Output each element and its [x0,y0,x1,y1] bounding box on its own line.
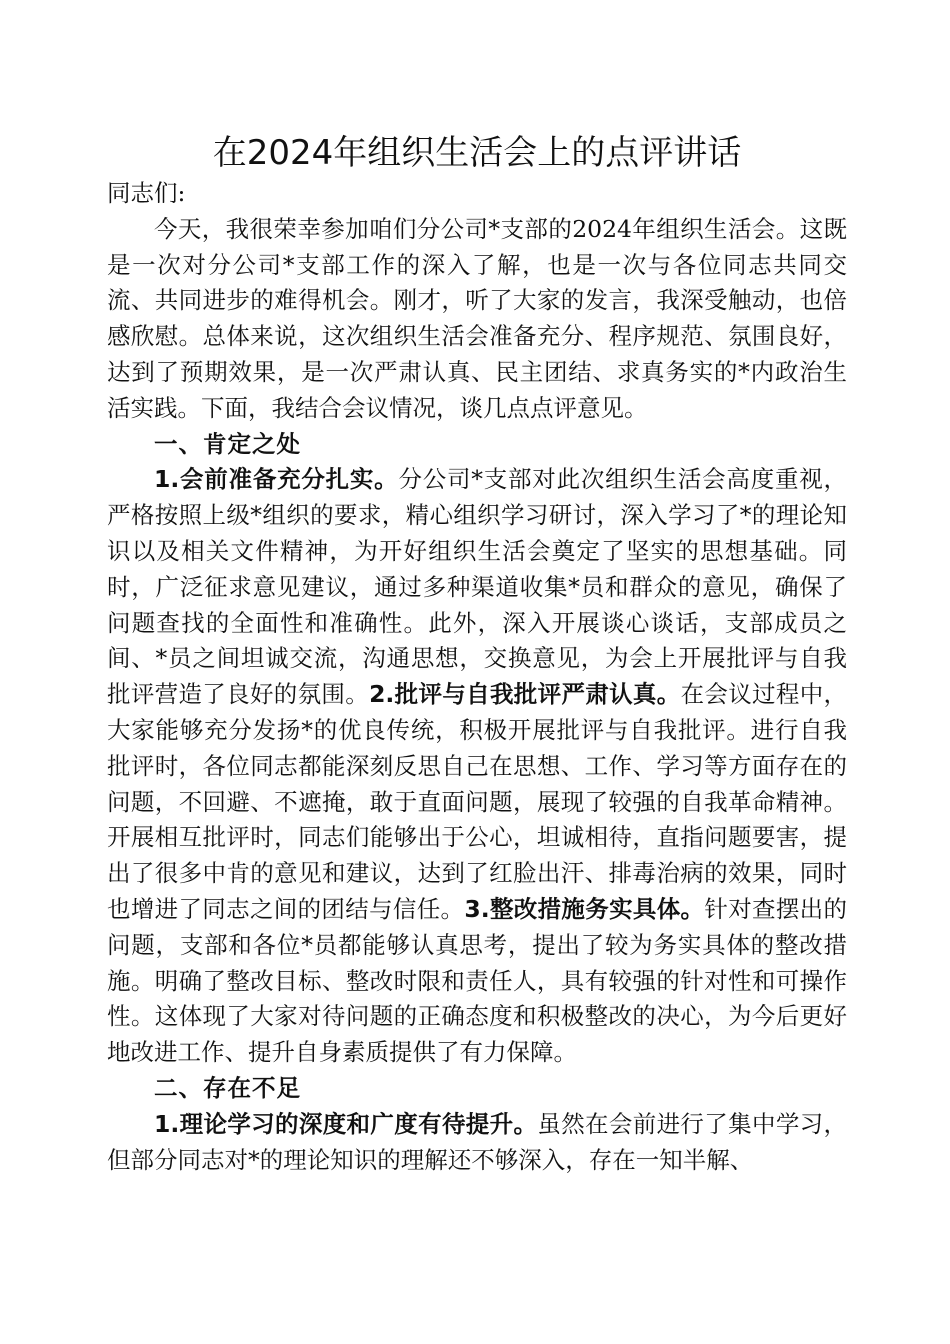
point-title-preparation: 1.会前准备充分扎实。 [154,465,399,494]
affirmations-paragraph [107,462,847,1071]
document-title: 在2024年组织生活会上的点评讲话 [212,133,742,173]
point-title-rectification: 3.整改措施务实具体。 [464,894,705,923]
point-title-criticism: 2.批评与自我批评严肃认真。 [369,680,681,709]
intro-paragraph: 今天，我很荣幸参加咱们分公司*支部的2024年组织生活会。这既是一次对分公司*支部工作的深入了解，也是一次与各位同志共同交流、共同进步的难得机会。刚才，听了大家的发言，我深受触动，也倍感欣慰。总体来说，这次组织生活会准备充分、程序规范、氛围良好，达到了预期效果，是一次严肃认真、民主团结、求真务实的*内政治生活实践。下面，我结合会议情况，谈几点点评意见。 [107,214,847,422]
shortcomings-paragraph [107,1107,847,1179]
point-title-theory-study: 1.理论学习的深度和广度有待提升。 [154,1109,538,1138]
point-text-rectification: 针对查摆出的问题，支部和各位*员都能够认真思考，提出了较为务实具体的整改措施。明确了整改目标、整改时限和责任人，具有较强的针对性和可操作性。这体现了大家对待问题的正确态度和积极整改的决心，为今后更好地改进工作、提升自身素质提供了有力保障。 [107,894,848,1067]
section-heading-affirmations: 一、肯定之处 [154,429,301,458]
point-text-theory-study: 虽然在会前进行了集中学习，但部分同志对*的理论知识的理解还不够深入，存在一知半解、 [107,1109,848,1174]
salutation: 同志们: [107,179,186,207]
document-body [107,176,847,1178]
section-heading-shortcomings: 二、存在不足 [154,1073,301,1102]
document-page [107,0,847,1344]
point-text-criticism: 在会议过程中，大家能够充分发扬*的优良传统，积极开展批评与自我批评。进行自我批评时，各位同志都能深刻反思自己在思想、工作、学习等方面存在的问题，不回避、不遮掩，敢于直面问题，展现了较强的自我革命精神。开展相互批评时，同志们能够出于公心，坦诚相待，直指问题要害，提出了很多中肯的意见和建议，达到了红脸出汗、排毒治病的效果，同时也增进了同志之间的团结与信任。 [107,680,848,923]
point-text-preparation: 分公司*支部对此次组织生活会高度重视，严格按照上级*组织的要求，精心组织学习研讨，深入学习了*的理论知识以及相关文件精神，为开好组织生活会奠定了坚实的思想基础。同时，广泛征求意见建议，通过多种渠道收集*员和群众的意见，确保了问题查找的全面性和准确性。此外，深入开展谈心谈话，支部成员之间、*员之间坦诚交流，沟通思想，交换意见，为会上开展批评与自我批评营造了良好的氛围。 [107,465,848,709]
